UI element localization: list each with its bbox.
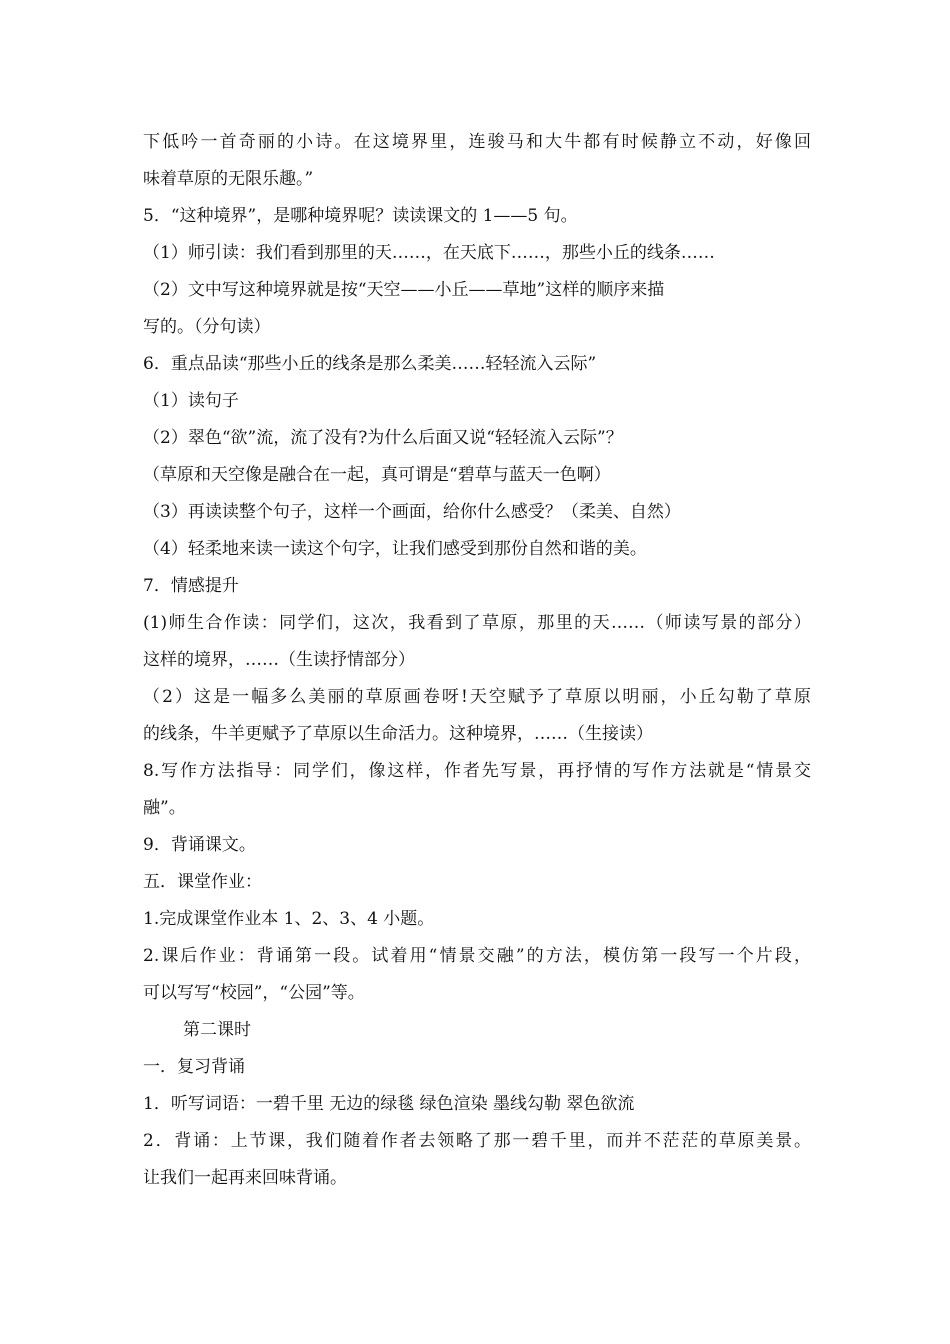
text-line: （草原和天空像是融合在一起，真可谓是“碧草与蓝天一色啊）	[143, 465, 611, 485]
text-line: 1.完成课堂作业本 1、2、3、4 小题。	[143, 909, 435, 929]
section-item-5: 5．“这种境界”，是哪种境界呢？读读课文的 1——5 句。	[143, 206, 578, 226]
section-heading: 五．课堂作业：	[143, 872, 262, 892]
text-line: （2）这是一幅多么美丽的草原画卷呀!天空赋予了草原以明丽，小丘勾勒了草原	[143, 687, 811, 707]
text-line: 这样的境界，……（生读抒情部分）	[143, 650, 415, 670]
text-line: (1)师生合作读：同学们，这次，我看到了草原，那里的天……（师读写景的部分）	[143, 613, 811, 633]
text-line: （3）再读读整个句子，这样一个画面，给你什么感受？（柔美、自然）	[143, 502, 681, 522]
text-line: 融”。	[143, 798, 186, 818]
text-line: 1．听写词语：一碧千里 无边的绿毯 绿色渲染 墨线勾勒 翠色欲流	[143, 1094, 635, 1114]
text-line: 的线条，牛羊更赋予了草原以生命活力。这种境界，……（生接读）	[143, 724, 653, 744]
text-line: （1）读句子	[143, 391, 239, 411]
lesson-heading: 第二课时	[183, 1020, 251, 1040]
text-line: 味着草原的无限乐趣。”	[143, 169, 314, 189]
section-item-9: 9．背诵课文。	[143, 835, 256, 855]
document-body	[143, 124, 811, 1197]
text-line: 让我们一起再来回味背诵。	[143, 1168, 347, 1188]
section-item-7: 7．情感提升	[143, 576, 239, 596]
text-line: 下低吟一首奇丽的小诗。在这境界里，连骏马和大牛都有时候静立不动，好像回	[143, 132, 811, 152]
section-heading: 一．复习背诵	[143, 1057, 245, 1077]
section-item-6: 6．重点品读“那些小丘的线条是那么柔美……轻轻流入云际”	[143, 354, 597, 374]
text-line: （2）文中写这种境界就是按“天空——小丘——草地”这样的顺序来描	[143, 280, 665, 300]
text-line: （4）轻柔地来读一读这个句字，让我们感受到那份自然和谐的美。	[143, 539, 647, 559]
text-line: 写的。（分句读）	[143, 317, 271, 337]
text-line: 可以写写“校园”，“公园”等。	[143, 983, 365, 1003]
section-item-8: 8.写作方法指导：同学们，像这样，作者先写景，再抒情的写作方法就是“情景交	[143, 761, 811, 781]
text-line: 2.课后作业：背诵第一段。试着用“情景交融”的方法，模仿第一段写一个片段，	[143, 946, 811, 966]
text-line: 2．背诵：上节课，我们随着作者去领略了那一碧千里，而并不茫茫的草原美景。	[143, 1131, 811, 1151]
text-line: （1）师引读：我们看到那里的天……，在天底下……，那些小丘的线条……	[143, 243, 715, 263]
text-line: （2）翠色“欲”流，流了没有?为什么后面又说“轻轻流入云际”？	[143, 428, 623, 448]
